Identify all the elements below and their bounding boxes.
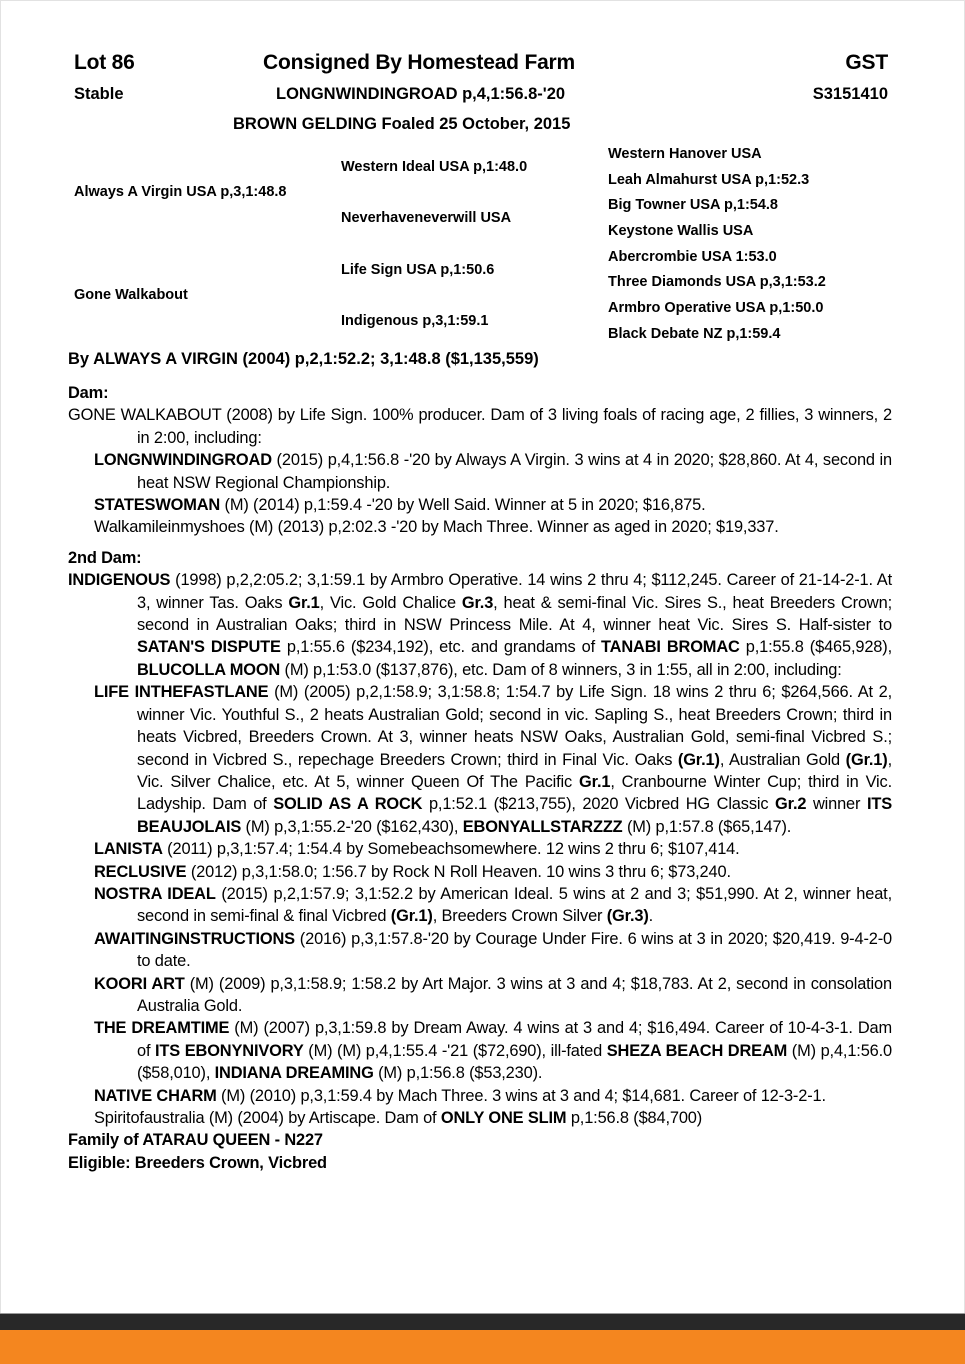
horse-name: LONGNWINDINGROAD p,4,1:56.8-'20 bbox=[276, 85, 566, 103]
dam-heading: Dam: bbox=[68, 384, 109, 402]
second-dam-text: INDIGENOUS (1998) p,2,2:05.2; 3,1:59.1 by Armbro Operative. 14 wins 2 thru 4; $112,245. Career of 21-14-2-1. At 3, winner Tas. Oaks Gr.1, Vic. Gold Chalice Gr.3, heat & semi-final Vic. Sires S., heat Breeders Crown; second in Australian Oaks; third in NSW Princess Mile. At 4, winner heat Vic. Sires S. Half-sister to SATAN'S DISPUTE p,1:55.6 ($234,192), etc. and grandams of TANABI BROMAC p,1:55.8 ($465,928), BLUCOLLA MOON (M) p,1:53.0 ($137,876), etc. Dam of 8 winners, 3 in 1:55, all in 2:00, including: bbox=[68, 571, 892, 679]
pedigree-gen3-5: Abercrombie USA 1:53.0 bbox=[608, 249, 777, 265]
dam-progeny-1: LONGNWINDINGROAD (2015) p,4,1:56.8 -'20 by Always A Virgin. 3 wins at 4 in 2020; $28,860. At 4, second in heat NSW Regional Championship. bbox=[94, 451, 892, 492]
consignor: Consigned By Homestead Farm bbox=[263, 51, 575, 74]
lot-number: Lot 86 bbox=[74, 51, 135, 74]
family-line: Family of ATARAU QUEEN - N227 bbox=[68, 1131, 323, 1150]
gait-code: GST bbox=[845, 51, 888, 74]
catalogue-body bbox=[68, 382, 892, 1174]
location: Stable bbox=[74, 85, 124, 103]
progeny-awaitinginstructions: AWAITINGINSTRUCTIONS (2016) p,3,1:57.8-'20 by Courage Under Fire. 6 wins at 3 in 2020; $20,419. 9-4-2-0 to date. bbox=[94, 929, 892, 971]
pedigree-dam: Gone Walkabout bbox=[74, 287, 188, 303]
pedigree-sire-dam: Neverhaveneverwill USA bbox=[341, 210, 512, 226]
pedigree-gen3-1: Western Hanover USA bbox=[608, 146, 762, 162]
pedigree-gen3-7: Armbro Operative USA p,1:50.0 bbox=[608, 300, 824, 316]
dam-progeny-3: Walkamileinmyshoes (M) (2013) p,2:02.3 -'20 by Mach Three. Winner as aged in 2020; $19,337. bbox=[94, 518, 779, 537]
pedigree-dam-dam: Indigenous p,3,1:59.1 bbox=[341, 313, 489, 329]
progeny-the-dreamtime: THE DREAMTIME (M) (2007) p,3,1:59.8 by Dream Away. 4 wins at 3 and 4; $16,494. Career of 10-4-3-1. Dam of ITS EBONYNIVORY (M) (M) p,4,1:55.4 -'21 ($72,690), ill-fated SHEZA BEACH DREAM (M) p,4,1:56.0 ($58,010), INDIANA DREAMING (M) p,1:56.8 ($53,230). bbox=[94, 1019, 892, 1083]
pedigree-gen3-2: Leah Almahurst USA p,1:52.3 bbox=[608, 172, 810, 188]
progeny-native-charm: NATIVE CHARM (M) (2010) p,3,1:59.4 by Mach Three. 3 wins at 3 and 4; $14,681. Career of 12-3-2-1. bbox=[94, 1086, 826, 1105]
progeny-spiritofaustralia: Spiritofaustralia (M) (2004) by Artiscape. Dam of ONLY ONE SLIM p,1:56.8 ($84,700) bbox=[94, 1109, 703, 1127]
pedigree-sire-sire: Western Ideal USA p,1:48.0 bbox=[341, 159, 528, 175]
dam-intro: GONE WALKABOUT (2008) by Life Sign. 100% producer. Dam of 3 living foals of racing age, 2 fillies, 3 winners, 2 in 2:00, including: bbox=[68, 406, 892, 447]
eligibility-line: Eligible: Breeders Crown, Vicbred bbox=[68, 1153, 327, 1172]
pedigree-sire: Always A Virgin USA p,3,1:48.8 bbox=[74, 184, 287, 200]
sire-summary: By ALWAYS A VIRGIN (2004) p,2,1:52.2; 3,1:48.8 ($1,135,559) bbox=[68, 350, 539, 368]
pedigree-gen3-6: Three Diamonds USA p,3,1:53.2 bbox=[608, 274, 826, 290]
horse-description: BROWN GELDING Foaled 25 October, 2015 bbox=[233, 115, 571, 133]
progeny-reclusive: RECLUSIVE (2012) p,3,1:58.0; 1:56.7 by Rock N Roll Heaven. 10 wins 3 thru 6; $73,240. bbox=[94, 862, 731, 881]
progeny-life-inthefastlane: LIFE INTHEFASTLANE (M) (2005) p,2,1:58.9; 3,1:58.8; 1:54.7 by Life Sign. 18 wins 2 thru 6; $264,566. At 2, winner Vic. Youthful S., 2 heats Australian Gold; second in vic. Sapling S., heat Breeders Crown; third in heats Vicbred, Breeders Crown. At 3, winner heats NSW Oaks, Australian Gold, semi-final Vicbred S.; second in Vicbred S., repechage Breeders Crown; third in Final Vic. Oaks (Gr.1), Australian Gold (Gr.1), Vic. Silver Chalice, etc. At 5, winner Queen Of The Pacific Gr.1, Cranbourne Winter Cup; third in Vic. Ladyship. Dam of SOLID AS A ROCK p,1:52.1 ($213,755), 2020 Vicbred HG Classic Gr.2 winner ITS BEAUJOLAIS (M) p,3,1:55.2-'20 ($162,430), EBONYALLSTARZZZ (M) p,1:57.8 ($65,147). bbox=[94, 683, 892, 836]
pedigree-dam-sire: Life Sign USA p,1:50.6 bbox=[341, 262, 495, 278]
pedigree-gen3-8: Black Debate NZ p,1:59.4 bbox=[608, 326, 781, 342]
footer-orange-band bbox=[0, 1330, 965, 1364]
pedigree-gen3-4: Keystone Wallis USA bbox=[608, 223, 754, 239]
second-dam-heading: 2nd Dam: bbox=[68, 548, 142, 567]
pedigree-gen3-3: Big Towner USA p,1:54.8 bbox=[608, 197, 778, 213]
horse-id: S3151410 bbox=[812, 85, 888, 103]
progeny-nostra-ideal: NOSTRA IDEAL (2015) p,2,1:57.9; 3,1:52.2 by American Ideal. 5 wins at 2 and 3; $51,990. At 2, winner heat, second in semi-final & final Vicbred (Gr.1), Breeders Crown Silver (Gr.3). bbox=[94, 884, 892, 926]
footer-dark-band bbox=[0, 1313, 965, 1331]
dam-progeny-2: STATESWOMAN (M) (2014) p,1:59.4 -'20 by Well Said. Winner at 5 in 2020; $16,875. bbox=[94, 496, 706, 515]
progeny-lanista: LANISTA (2011) p,3,1:57.4; 1:54.4 by Somebeachsomewhere. 12 wins 2 thru 6; $107,414. bbox=[94, 840, 740, 859]
progeny-koori-art: KOORI ART (M) (2009) p,3,1:58.9; 1:58.2 by Art Major. 3 wins at 3 and 4; $18,783. At 2, second in consolation Australia Gold. bbox=[94, 974, 892, 1015]
